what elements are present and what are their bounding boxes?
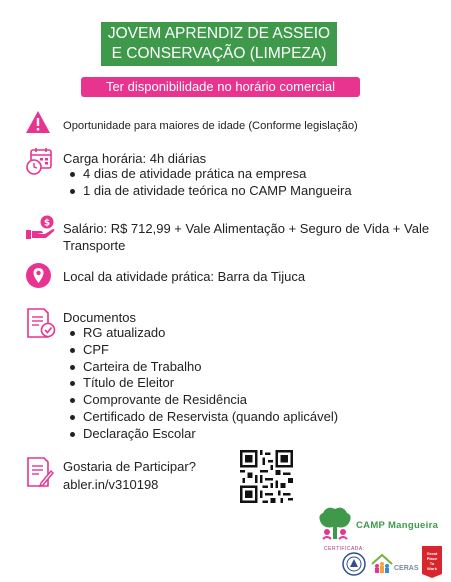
svg-text:Work: Work xyxy=(427,566,437,571)
list-item: RG atualizado xyxy=(63,325,338,342)
document-edit-icon xyxy=(26,456,54,488)
seal-logo xyxy=(342,552,366,576)
list-item: Carteira de Trabalho xyxy=(63,359,338,376)
salary-line-2: Transporte xyxy=(63,238,126,253)
title-line-2: E CONSERVAÇÃO (LIMPEZA) xyxy=(111,45,327,62)
list-item: Certificado de Reservista (quando aplicável) xyxy=(63,409,338,426)
camp-name: CAMP Mangueira xyxy=(356,520,439,531)
ceras-text: CERAS xyxy=(394,565,419,572)
documents-list xyxy=(63,325,338,443)
warning-icon xyxy=(25,110,51,134)
salary-line-1: Salário: R$ 712,99 + Vale Alimentação + Seguro de Vida + Vale xyxy=(63,221,430,236)
calendar-clock-icon xyxy=(25,147,55,177)
workload-label: Carga horária: 4h diárias xyxy=(63,151,207,166)
list-item: Comprovante de Residência xyxy=(63,392,338,409)
svg-text:Great: Great xyxy=(426,551,438,556)
certified-label: CERTIFICADA: xyxy=(324,546,365,552)
camp-logo xyxy=(315,505,355,545)
ceras-logo xyxy=(370,552,419,574)
list-item: Título de Eleitor xyxy=(63,375,338,392)
availability-banner: Ter disponibilidade no horário comercial xyxy=(81,77,360,97)
salary-text xyxy=(63,220,429,254)
title-line-1: JOVEM APRENDIZ DE ASSEIO xyxy=(107,25,331,42)
list-item: 4 dias de atividade prática na empresa xyxy=(63,166,352,183)
list-item: 1 dia de atividade teórica no CAMP Mangueira xyxy=(63,183,352,200)
list-item: Declaração Escolar xyxy=(63,426,338,443)
apply-question: Gostaria de Participar? xyxy=(63,459,196,474)
list-item: CPF xyxy=(63,342,338,359)
gptw-badge xyxy=(422,546,442,578)
age-notice: Oportunidade para maiores de idade (Conforme legislação) xyxy=(63,120,358,132)
document-check-icon xyxy=(26,307,56,339)
location-pin-icon xyxy=(25,262,52,289)
documents-label: Documentos xyxy=(63,310,136,325)
svg-text:To: To xyxy=(429,561,435,566)
apply-link[interactable]: abler.in/v310198 xyxy=(63,477,159,492)
workload-list xyxy=(63,166,352,200)
qr-code[interactable] xyxy=(240,450,293,503)
svg-text:Place: Place xyxy=(426,556,438,561)
svg-text:$: $ xyxy=(43,218,51,229)
location-text: Local da atividade prática: Barra da Tijuca xyxy=(63,269,306,284)
money-hand-icon xyxy=(25,214,57,240)
page-title xyxy=(101,22,337,66)
